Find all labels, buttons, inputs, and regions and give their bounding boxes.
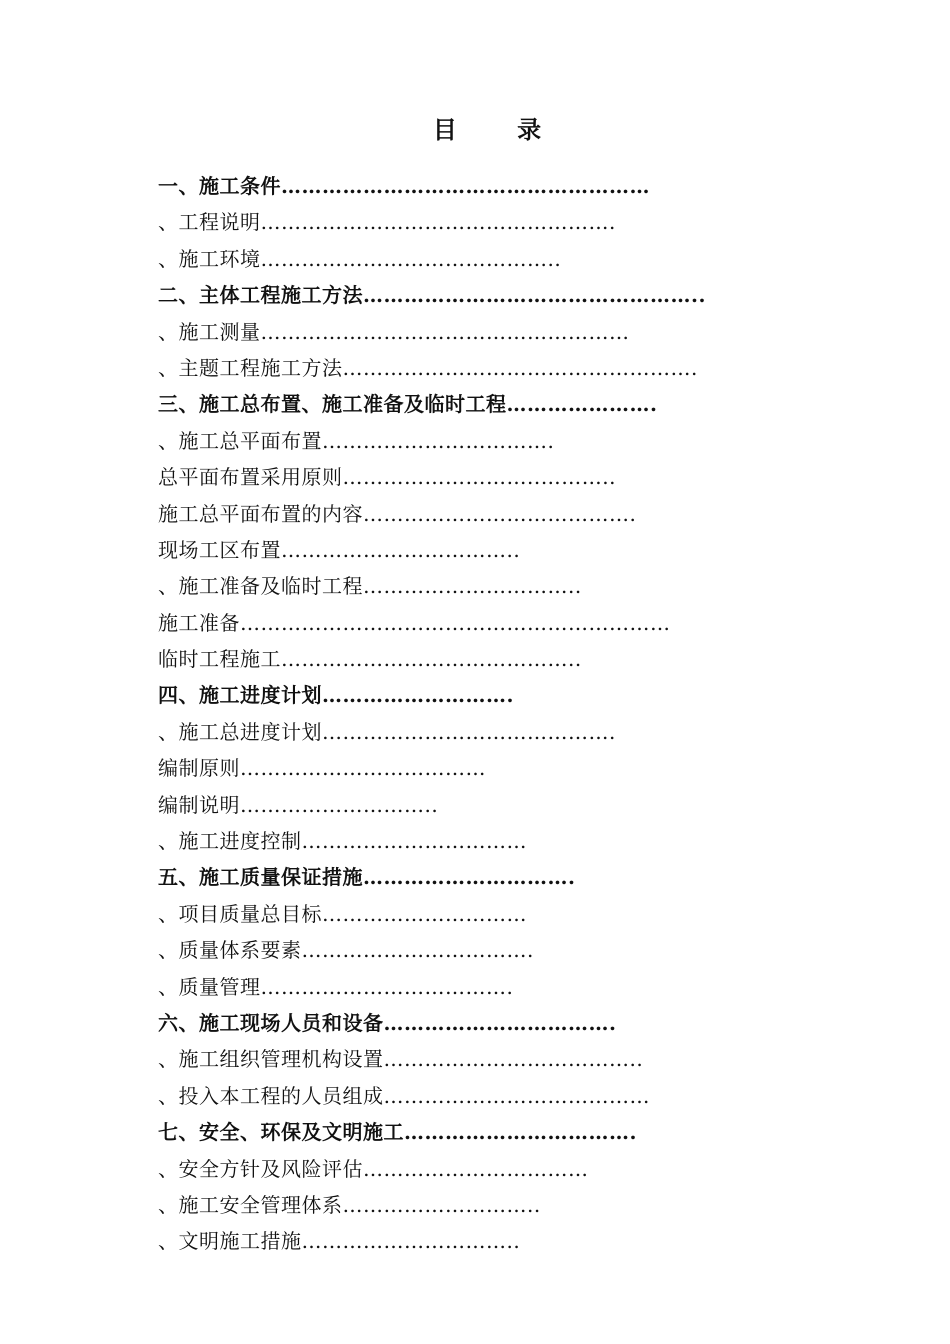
toc-entry[interactable] bbox=[158, 317, 878, 353]
toc-entry-text: 编制说明……………………….. bbox=[158, 792, 439, 817]
toc-entry[interactable] bbox=[158, 972, 878, 1008]
toc-entry-text: 五、施工质量保证措施…………………………. bbox=[158, 865, 576, 890]
toc-entry[interactable] bbox=[158, 1154, 878, 1190]
toc-entry[interactable] bbox=[158, 1044, 878, 1080]
toc-entry-text: 、项目质量总目标………………………… bbox=[158, 901, 527, 926]
toc-entry[interactable] bbox=[158, 717, 878, 753]
toc-entry[interactable] bbox=[158, 826, 878, 862]
toc-entry[interactable] bbox=[158, 899, 878, 935]
toc-entry-text: 一、施工条件……………………………………………… bbox=[158, 174, 650, 198]
toc-entry-text: 、施工准备及临时工程………………………….. bbox=[158, 574, 582, 599]
toc-entry-text: 、施工测量……………………………………………… bbox=[158, 319, 630, 344]
toc-entry[interactable] bbox=[158, 1190, 878, 1226]
toc-title: 目 录 bbox=[432, 115, 568, 144]
toc-entry-section[interactable] bbox=[158, 280, 878, 316]
toc-entry-text: 、主题工程施工方法……………………………………………. bbox=[158, 355, 698, 380]
toc-entry[interactable] bbox=[158, 1081, 878, 1117]
toc-entry[interactable] bbox=[158, 207, 878, 243]
toc-entry-text: 临时工程施工…………………………………….. bbox=[158, 647, 582, 672]
toc-entry-text: 、施工环境…………………………………….. bbox=[158, 246, 562, 271]
toc-entry-text: 、文明施工措施………………………….. bbox=[158, 1229, 521, 1254]
toc-entry[interactable] bbox=[158, 644, 878, 680]
table-of-contents bbox=[158, 171, 878, 1263]
toc-entry-text: 、投入本工程的人员组成………………………………… bbox=[158, 1083, 650, 1108]
toc-entry-text: 、工程说明……………………………………………. bbox=[158, 210, 616, 235]
toc-entry-section[interactable] bbox=[158, 1008, 878, 1044]
toc-entry-text: 四、施工进度计划………………………. bbox=[158, 683, 514, 708]
toc-entry-section[interactable] bbox=[158, 862, 878, 898]
toc-entry-text: 总平面布置采用原则………………………..……….. bbox=[158, 465, 616, 490]
toc-entry-text: 、质量体系要素……………………………. bbox=[158, 938, 534, 963]
toc-entry-text: 、施工总进度计划……………………………………. bbox=[158, 719, 616, 744]
toc-entry-section[interactable] bbox=[158, 680, 878, 716]
toc-entry[interactable] bbox=[158, 426, 878, 462]
toc-entry[interactable] bbox=[158, 790, 878, 826]
toc-entry[interactable] bbox=[158, 353, 878, 389]
toc-entry-text: 二、主体工程施工方法………………………………………….. bbox=[158, 283, 706, 308]
toc-entry-text: 七、安全、环保及文明施工……………………………. bbox=[158, 1120, 637, 1145]
toc-entry-text: 、安全方针及风险评估…………………………… bbox=[158, 1156, 589, 1181]
toc-entry-text: 三、施工总布置、施工准备及临时工程…………………. bbox=[158, 392, 658, 417]
toc-entry-text: 六、施工现场人员和设备……………………………. bbox=[158, 1010, 617, 1035]
toc-entry[interactable] bbox=[158, 1226, 878, 1262]
toc-entry-text: 施工总平面布置的内容…………………………………. bbox=[158, 501, 637, 526]
toc-entry-text: 编制原则……………………………… bbox=[158, 756, 486, 781]
toc-entry[interactable] bbox=[158, 462, 878, 498]
toc-entry[interactable] bbox=[158, 935, 878, 971]
toc-entry-text: 、质量管理………………………………. bbox=[158, 974, 514, 999]
toc-entry-text: 、施工进度控制…………………………… bbox=[158, 829, 527, 854]
toc-entry-text: 现场工区布置…………………………….. bbox=[158, 537, 521, 562]
toc-entry-text: 施工准备……………………………………………………… bbox=[158, 610, 671, 635]
toc-entry-text: 、施工安全管理体系……………………….. bbox=[158, 1192, 541, 1217]
toc-entry[interactable] bbox=[158, 753, 878, 789]
toc-entry-section[interactable] bbox=[158, 171, 878, 207]
toc-entry-section[interactable] bbox=[158, 389, 878, 425]
toc-entry[interactable] bbox=[158, 571, 878, 607]
toc-entry-section[interactable] bbox=[158, 1117, 878, 1153]
toc-entry[interactable] bbox=[158, 499, 878, 535]
toc-entry[interactable] bbox=[158, 244, 878, 280]
toc-entry[interactable] bbox=[158, 608, 878, 644]
toc-entry[interactable] bbox=[158, 535, 878, 571]
toc-entry-text: 、施工组织管理机构设置……………………………….. bbox=[158, 1047, 644, 1072]
toc-entry-text: 、施工总平面布置……………………………. bbox=[158, 428, 555, 453]
